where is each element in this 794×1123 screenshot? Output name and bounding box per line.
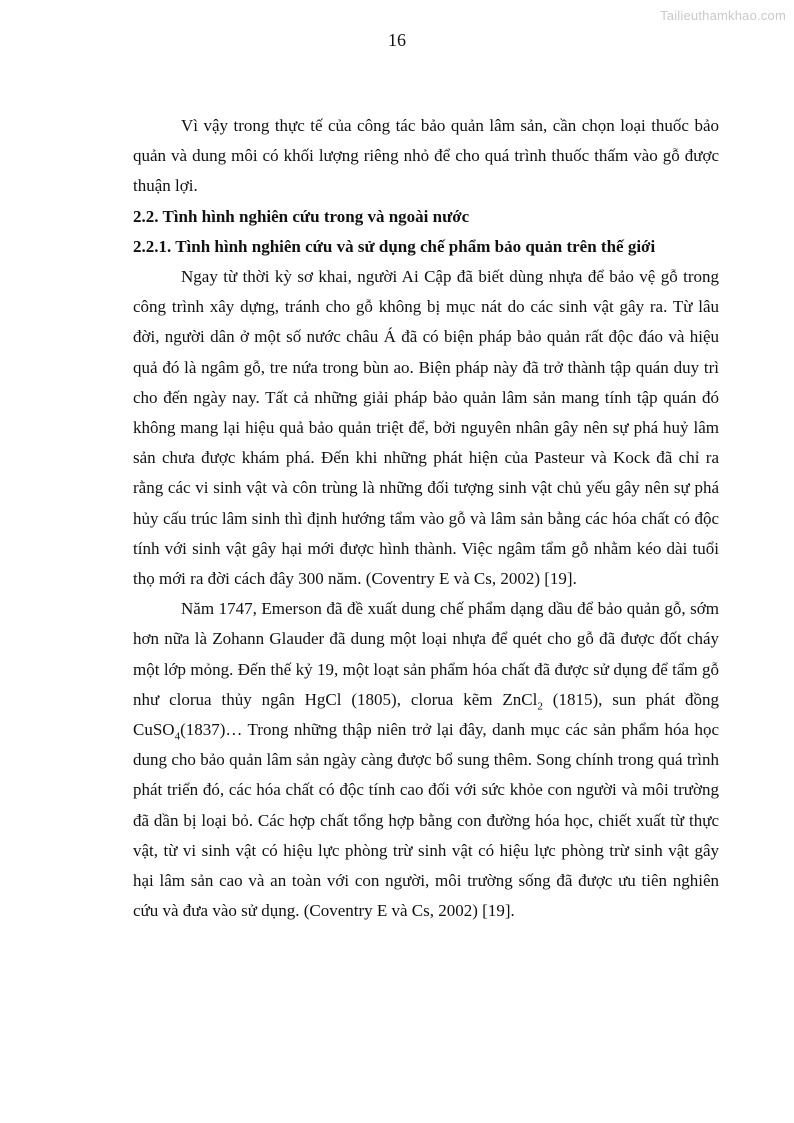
page-number: 16 [388, 30, 406, 50]
subscript-zncl2: 2 [537, 700, 543, 713]
document-body [133, 111, 719, 926]
paragraph-intro: Vì vậy trong thực tế của công tác bảo quản lâm sản, cần chọn loại thuốc bảo quản và dung môi có khối lượng riêng nhỏ để cho quá trình thuốc thấm vào gỗ được thuận lợi. [133, 116, 719, 196]
paragraph-chemicals [133, 594, 719, 926]
paragraph-chemicals-part-2: (1815), sun phát đồng CuSO [133, 689, 719, 740]
subscript-cuso4: 4 [174, 730, 181, 743]
watermark: Tailieuthamkhao.com [660, 8, 786, 23]
subsection-heading: 2.2.1. Tình hình nghiên cứu và sử dụng chế phẩm bảo quản trên thế giới [133, 236, 656, 256]
paragraph-chemicals-part-1: Năm 1747, Emerson đã đề xuất dung chế phẩm dạng dầu để bảo quản gỗ, sớm hơn nữa là Zohann Glauder đã dung một loại nhựa để quét cho gỗ đã được đốt cháy một lớp mỏng. Đến thế kỷ 19, một loạt sản phẩm hóa chất đã được sử dụng để tẩm gỗ như clorua thủy ngân HgCl (1805), clorua kẽm ZnCl [133, 599, 719, 709]
paragraph-chemicals-part-3: (1837)… Trong những thập niên trở lại đây, danh mục các sản phẩm hóa học dung cho bảo quản lâm sản ngày càng được bổ sung thêm. Song chính trong quá trình phát triển đó, các hóa chất có độc tính cao đối với sức khỏe con người và môi trường đã dần bị loại bỏ. Các hợp chất tổng hợp bằng con đường hóa học, chiết xuất từ thực vật, từ vi sinh vật có hiệu lực phòng trừ sinh vật có hiệu lực phòng trừ sinh vật gây hại lâm sản cao và an toàn với con người, môi trường sống đã được ưu tiên nghiên cứu và đưa vào sử dụng. (Coventry E và Cs, 2002) [19]. [133, 720, 719, 921]
paragraph-history: Ngay từ thời kỳ sơ khai, người Ai Cập đã biết dùng nhựa để bảo vệ gỗ trong công trình xây dựng, tránh cho gỗ không bị mục nát do các sinh vật gây ra. Từ lâu đời, người dân ở một số nước châu Á đã có biện pháp bảo quản rất độc đáo và hiệu quả đó là ngâm gỗ, tre nứa trong bùn ao. Biện pháp này đã trở thành tập quán duy trì cho đến ngày nay. Tất cả những giải pháp bảo quản lâm sản mang tính tập quán đó không mang lại hiệu quả bảo quản triệt để, bởi nguyên nhân gây nên sự phá huỷ lâm sản chưa được khám phá. Đến khi những phát hiện của Pasteur và Kock đã chỉ ra rằng các vi sinh vật và côn trùng là những đối tượng sinh vật chủ yếu gây nên sự phá hủy cấu trúc lâm sinh thì định hướng tẩm vào gỗ và lâm sản bằng các hóa chất có độc tính với sinh vật gây hại mới được hình thành. Việc ngâm tẩm gỗ nhằm kéo dài tuổi thọ mới ra đời cách đây 300 năm. (Coventry E và Cs, 2002) [19]. [133, 267, 719, 589]
section-heading: 2.2. Tình hình nghiên cứu trong và ngoài nước [133, 206, 470, 226]
